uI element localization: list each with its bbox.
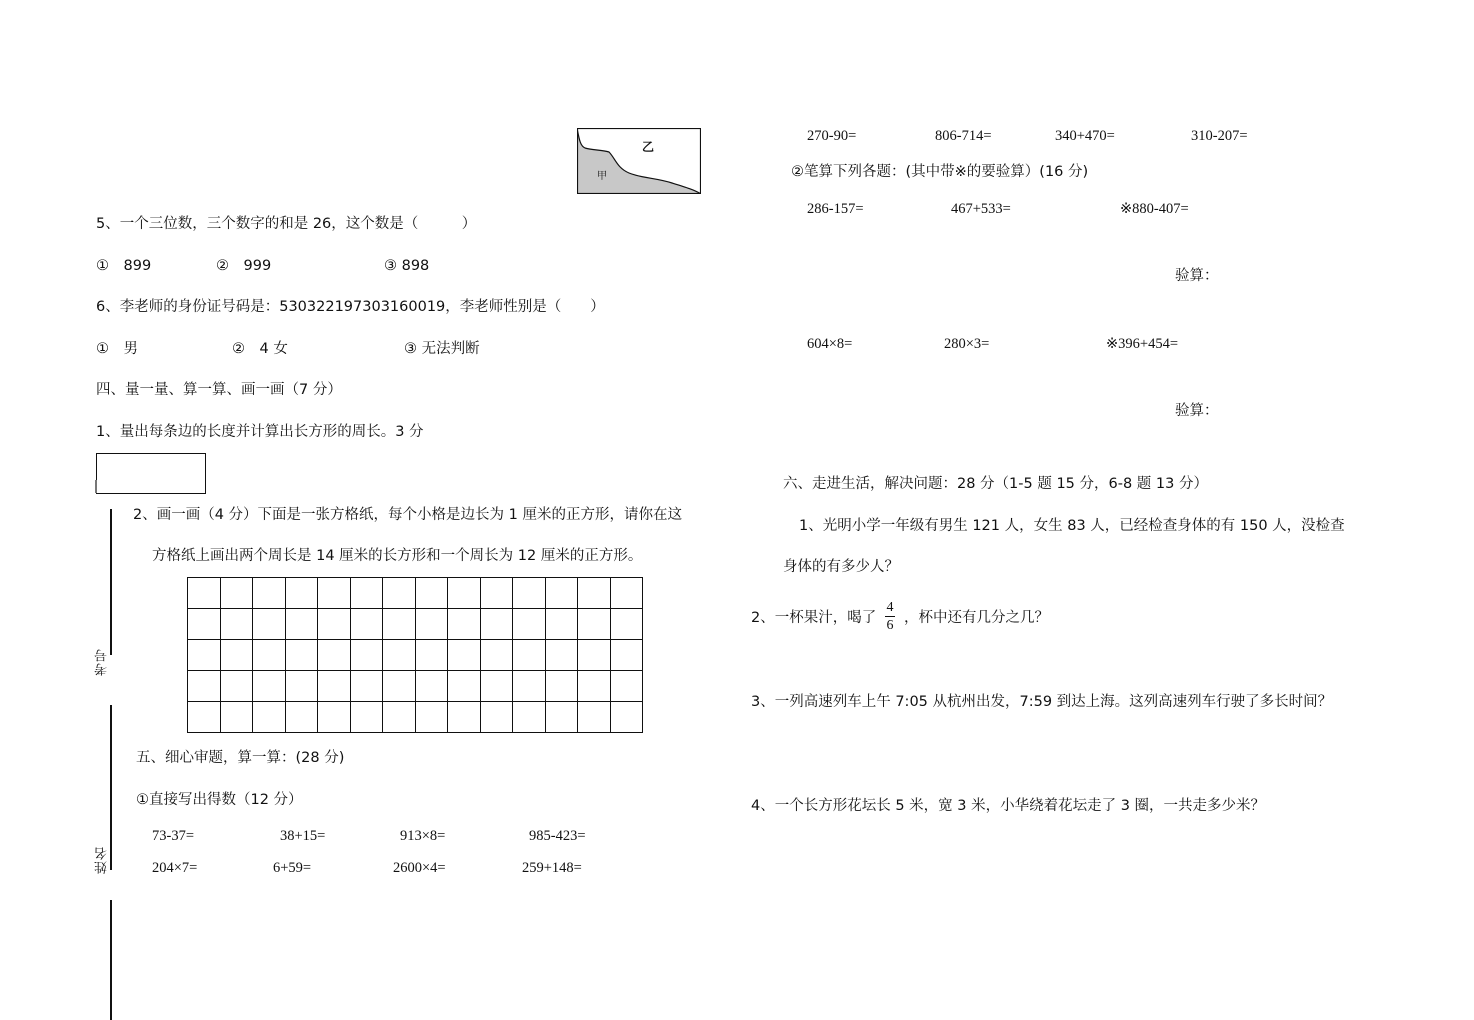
grid-paper[interactable] xyxy=(187,577,643,733)
check-label-1: 验算： xyxy=(1175,268,1219,284)
section-4-q2-line1: 2、画一画（4 分）下面是一张方格纸，每个小格是边长为 1 厘米的正方形，请你在这 xyxy=(133,507,683,523)
measure-rectangle xyxy=(96,453,206,494)
section-5-title: 五、细心审题，算一算：(28 分) xyxy=(136,750,345,766)
rectangle-tick-mark xyxy=(95,480,97,493)
section-6-q2-suffix: ，杯中还有几分之几？ xyxy=(904,610,1049,626)
section-4-q1: 1、量出每条边的长度并计算出长方形的周长。3 分 xyxy=(96,424,424,440)
calc-item: 2600×4= xyxy=(393,860,446,876)
calc-item: 204×7= xyxy=(152,860,198,876)
q5-option-1: ① 899 xyxy=(96,258,152,274)
written-calc-item: 280×3= xyxy=(944,336,990,352)
question-5: 5、一个三位数，三个数字的和是 26，这个数是（ ） xyxy=(96,216,477,232)
written-calc-item: 286-157= xyxy=(807,201,864,217)
q6-option-3: ③ 无法判断 xyxy=(404,341,480,357)
calc-item: 6+59= xyxy=(273,860,312,876)
q6-option-2: ② 4 女 xyxy=(232,341,288,357)
section-6-q1-line1: 1、光明小学一年级有男生 121 人，女生 83 人，已经检查身体的有 150 人，没检查 xyxy=(799,518,1345,534)
section-5-part2-title: ②笔算下列各题：(其中带※的要验算）(16 分) xyxy=(791,164,1089,180)
section-6-q1-line2: 身体的有多少人？ xyxy=(783,559,899,575)
section-6-title: 六、走进生活，解决问题：28 分（1-5 题 15 分，6-8 题 13 分） xyxy=(783,476,1208,492)
calc-item: 913×8= xyxy=(400,828,446,844)
q5-option-3: ③ 898 xyxy=(384,258,430,274)
fraction-denominator: 6 xyxy=(886,618,894,633)
region-diagram-svg xyxy=(577,128,701,194)
question-6: 6、李老师的身份证号码是：530322197303160019，李老师性别是（ ） xyxy=(96,299,605,315)
fraction-four-sixths xyxy=(885,600,895,633)
section-5-part1-title: ①直接写出得数（12 分） xyxy=(136,792,303,808)
calc-item: 270-90= xyxy=(807,128,857,144)
section-4-title: 四、量一量、算一算、画一画（7 分） xyxy=(96,382,342,398)
written-calc-item: 604×8= xyxy=(807,336,853,352)
fraction-bar xyxy=(885,616,895,617)
fraction-numerator: 4 xyxy=(886,600,894,615)
name-label: 姓名 xyxy=(95,846,110,874)
calc-item: 310-207= xyxy=(1191,128,1248,144)
calc-item: 73-37= xyxy=(152,828,195,844)
margin-line-3 xyxy=(110,900,112,1020)
q5-option-2: ② 999 xyxy=(216,258,272,274)
written-calc-item: ※880-407= xyxy=(1120,201,1189,217)
q6-option-1: ① 男 xyxy=(96,341,138,357)
section-4-q2-line2: 方格纸上画出两个周长是 14 厘米的长方形和一个周长为 12 厘米的正方形。 xyxy=(152,548,643,564)
check-label-2: 验算： xyxy=(1175,403,1219,419)
calc-item: 806-714= xyxy=(935,128,992,144)
written-calc-item: ※396+454= xyxy=(1106,336,1179,352)
margin-line-1 xyxy=(110,509,112,655)
region-label-jia: 甲 xyxy=(597,171,607,182)
section-6-q2-prefix: 2、一杯果汁，喝了 xyxy=(751,610,877,626)
section-6-q3: 3、一列高速列车上午 7:05 从杭州出发，7:59 到达上海。这列高速列车行驶了多长时间？ xyxy=(751,694,1333,710)
exam-number-label: 考号 xyxy=(95,648,110,676)
region-diagram xyxy=(577,128,701,194)
calc-item: 259+148= xyxy=(522,860,582,876)
calc-item: 340+470= xyxy=(1055,128,1115,144)
region-label-yi: 乙 xyxy=(642,140,655,154)
written-calc-item: 467+533= xyxy=(951,201,1011,217)
calc-item: 985-423= xyxy=(529,828,586,844)
section-6-q4: 4、一个长方形花坛长 5 米，宽 3 米，小华绕着花坛走了 3 圈，一共走多少米？ xyxy=(751,798,1266,814)
calc-item: 38+15= xyxy=(280,828,326,844)
